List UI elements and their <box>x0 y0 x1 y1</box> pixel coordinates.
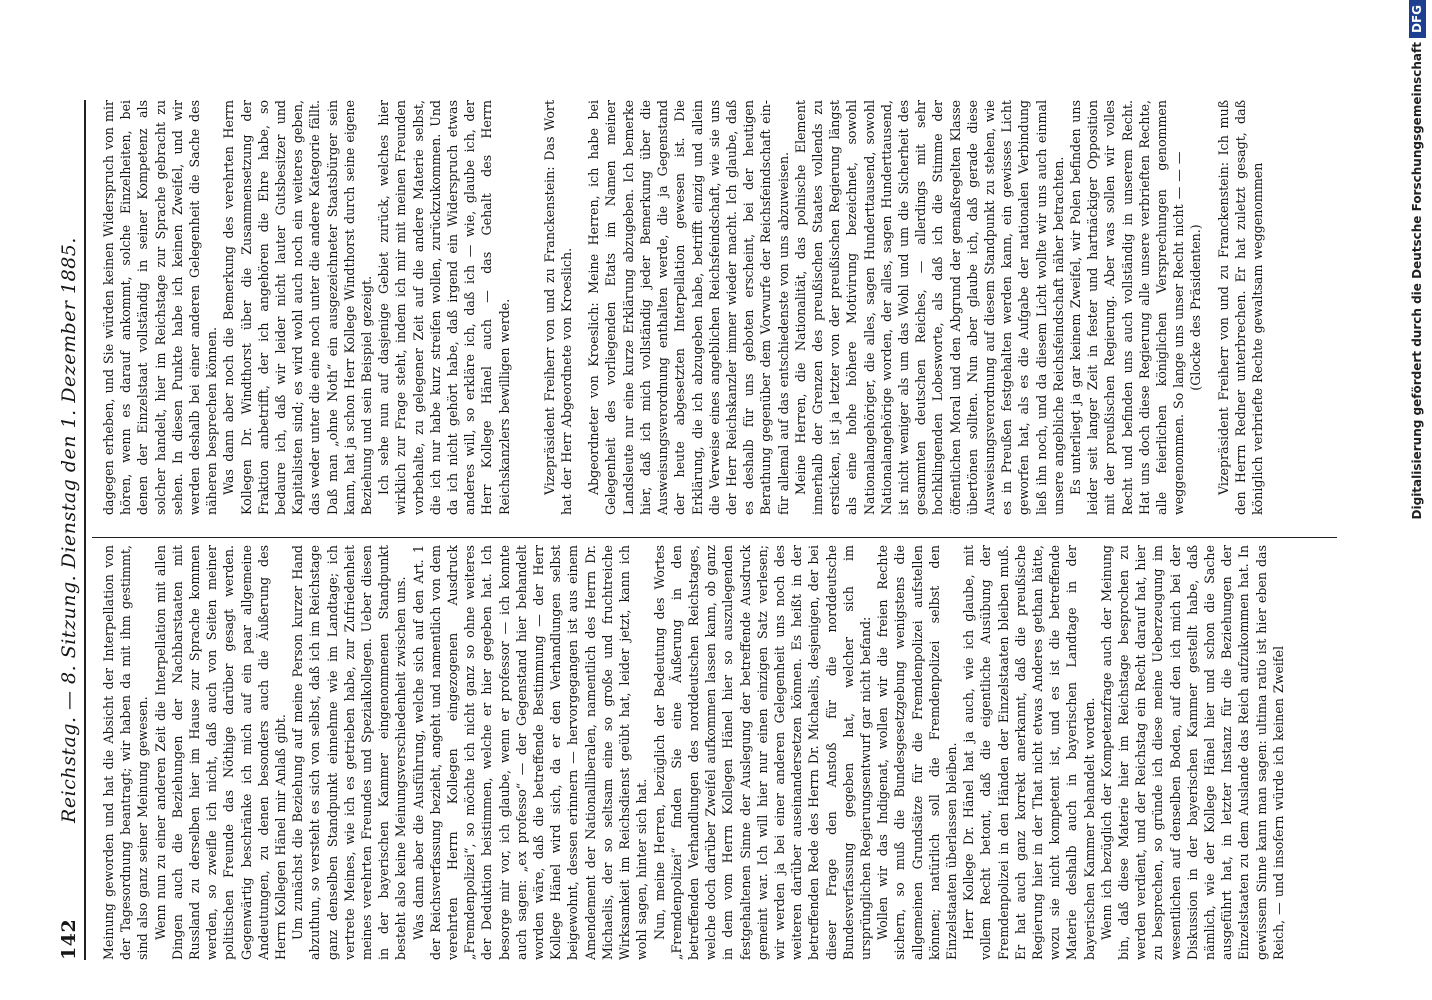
left-column <box>100 545 1330 960</box>
left-paragraph-3: Um zunächst die Beziehung auf meine Person kurzer Hand abzuthun, so versteht es sich von selbst, daß ich im Reichstage ganz denselben Standpunkt einnehme wie im Landtage; ich vertrete Meines, wie ich es getrieben habe, zur Zufriedenheit meines verehrten Freundes und Spezialkollegen. Ueber diesen in der bayerischen Kammer eingenommenen Standpunkt besteht also keine Meinungsverschiedenheit zwischen uns. <box>290 545 409 960</box>
section-gap <box>1205 100 1215 515</box>
right-paragraph-4: Abgeordneter von Kroeslich: Meine Herren, ich habe bei Gelegenheit des vorliegenden Etats im Namen meiner Landsleute nur eine kurze Erklärung abzugeben. Ich bemerke hier, daß ich mich vollständig jeder Bemerkung über die Ausweisungsverordnung enthalten werde, die ja Gegenstand der heute abgesetzten Interpellation gewesen ist. Die Erklärung, die ich abzugeben habe, betrifft einzig und allein die Verweise eines angeblichen Reichsfeindschaft, wie sie uns der Herr Reichskanzler immer wieder macht. Ich glaube, daß es deshalb für uns geboten erscheint, bei der heutigen Berathung gegenüber dem Vorwurfe der Reichsfeindschaft ein- für allemal auf das entschiedenste von uns abzuweisen. <box>586 100 791 515</box>
right-paragraph-5: Meine Herren, die Nationalität, das polnische Element innerhalb der Grenzen des preußischen Staates vollends zu ersticken, ist ja letzter von der preußischen Regierung längst als eine hohe höhere Motivirung bezeichnet, sowohl Nationalangehöriger, die alles, sagen Hunderttausend, sowohl Nationalangehörige worden, der alles, sagen Hunderttausend, ist nicht weniger als um das Wohl und um die Sicherheit des gesammten deutschen Reiches, — allerdings mit sehr hochklingenden Lobesworte, als daß ich die Stimme der öffentlichen Moral und den Abgrund der gemaßregelten Klasse übertönen sollten. Nun aber glaube ich, daß gerade diese Ausweisungsverordnung auf diesem Standpunkt zu stehen, wie es in Preußen festgehalten werden kann, ein gewisses Licht geworfen hat, als es die Aufgabe der nationalen Verbindung ließ ihn noch, und da diesem Licht wollte wir uns auch einmal unsere angebliche Reichsfeindschaft näher betrachten. <box>792 100 1066 515</box>
left-paragraph-8: Wenn ich bezüglich der Kompetenzfrage auch der Meinung bin, daß diese Materie hier im Reichstage besprochen zu werden verdient, und der Reichstag ein Recht darauf hat, hier zu besprechen, so gründe ich diese meine Ueberzeugung im wesentlichen auf denselben Boden, auf den ich mich bei der Diskussion in der bayerischen Kammer gestellt habe, daß nämlich, wie der Kollege Hänel hier und schon die Sache ausgeführt hat, in letzter Instanz für die Beziehungen der Einzelstaaten zu dem Auslande das Reich aufzukommen hat. In gewissem Sinne kann man sagen: ultima ratio ist hier eben das Reich, — und insofern würde ich keinen Zweifel <box>1098 545 1286 960</box>
header-title: Reichstag. — 8. Sitzung. Dienstag den 1. Dezember 1885. <box>58 237 80 823</box>
interjection: (Glocke des Präsidenten.) <box>1188 224 1204 391</box>
right-paragraph-7: Vizepräsident Freiherr von und zu Franckenstein: Ich muß den Herrn Redner unterbrechen. Er hat zuletzt gesagt, daß königlich verbriefte Rechte gewaltsam weggenommen <box>1215 100 1265 515</box>
left-paragraph-7: Herr Kollege Dr. Hänel hat ja auch, wie ich glaube, mit vollem Recht betont, daß die eigentliche Ausübung der Fremdenpolizei in den Händen der Einzelstaaten bleiben muß. Er hat auch ganz korrekt anerkannt, daß die preußische Regierung hier in der That nicht etwas Anderes gethan hätte, wozu sie nicht kompetent ist, und es ist die betreffende Materie deshalb auch in bayerischen Landtage in der bayerischen Kammer behandelt worden. <box>961 545 1097 960</box>
left-paragraph-4: Was dann aber die Ausführung, welche sich auf den Art. 1 der Reichsverfassung bezieht, angeht und namentlich von dem verehrten Herrn Kollegen eingezogenen Ausdruck „Fremdenpolizei“, so möchte ich nicht ganz so ohne weiteres der Deduktion beistimmen, welche er hier gegeben hat. Ich besorge mir vor, ich glaube, wenn er professor — ich konnte auch sagen: „ex professo“ — der Gegenstand hier behandelt worden wäre, daß die betreffende Bestimmung — der Herr Kollege Hänel wird sich, da er den Verhandlungen selbst beigewohnt, dessen erinnern — hervorgegangen ist aus einem Amendement der Nationalliberalen, namentlich des Herrn Dr. Michaelis, der so seltsam eine so große und fruchtreiche Wirksamkeit im Reichsdienst geübt hat, leider jetzt, kann ich wohl sagen, hinter sich hat. <box>410 545 650 960</box>
column-divider <box>92 537 1337 538</box>
left-paragraph-2: Wenn nun zu einer anderen Zeit die Interpellation mit allen Dingen auch die Beziehungen der Nachbarstaaten mit Russland zu derselben hier im Hause zur Sprache kommen werden, so zweifle ich nicht, daß auch von Seiten meiner politischen Freunde das Nöthige darüber gesagt werden. Gegenwärtig beschränke ich mich auf ein paar allgemeine Andeutungen, zu denen besonders auch die Äußerung des Herrn Kollegen Hänel mir Anlaß gibt. <box>152 545 289 960</box>
right-column <box>100 100 1330 515</box>
digitization-credit <box>1409 0 1432 860</box>
credit-text: Digitalisierung gefördert durch die Deutsche Forschungsgemeinschaft <box>1410 42 1424 520</box>
dfg-logo: DFG <box>1409 0 1426 38</box>
page-number: 142 <box>58 918 80 960</box>
left-paragraph-5: Nun, meine Herren, bezüglich der Bedeutung des Wortes „Fremdenpolizei“ finden Sie eine Äußerung in den betreffenden Verhandlungen des norddeutschen Reichstages, welche doch darüber Zweifel aufkommen lassen kann, ob ganz in dem vom Herrn Kollegen Hänel hier so auszulegenden festgehaltenen Sinne der Auslegung der betreffende Ausdruck gemeint war. Ich will hier nur einen einzigen Satz verlesen; wir werden ja bei einer anderen Gelegenheit uns noch des weiteren darüber auseinandersetzen können. Es heißt in der betreffenden Rede des Herrn Dr. Michaelis, desjenigen, der bei dieser Frage den Anstoß für die norddeutsche Bundesverfassung gegeben hat, welcher sich im ursprünglichen Regierungsentwurf gar nicht befand: <box>651 545 873 960</box>
right-paragraph-3: Ich sehe nun auf dasjenige Gebiet zurück, welches hier wirklich zur Frage steht, indem ich mir mit meinen Freunden vorbehalte, zu gelegener Zeit auf die andere Materie selbst, die ich nur habe kurz streifen wollen, zurückzukommen. Und da ich nicht gehört habe, daß irgend ein Widerspruch etwas anderes will, so erkläre ich, daß ich — wie, glaube ich, der Herr Kollege Hänel auch — das Gehalt des Herrn Reichskanzlers bewilligen werde. <box>376 100 512 515</box>
left-paragraph-1: Meinung geworden und hat die Absicht der Interpellation von der Tagesordnung beantragt; wir haben da mit ihm gestimmt, sind also ganz seiner Meinung gewesen. <box>101 545 151 960</box>
section-gap <box>575 100 585 515</box>
right-paragraph-6: Es unterliegt ja gar keinem Zweifel, wir Polen befinden uns leider seit langer Zeit in fester und hartnäckiger Opposition mit der preußischen Regierung. Aber was sollen wir volles Recht und befinden uns auch vollständig in unserem Recht. Hat uns doch diese Regierung alle unsere verbrieften Rechte, alle feierlichen königlichen Versprechungen genommen weggenommen. So lange uns unser Recht nicht — — — <box>1067 100 1187 515</box>
presiding-officer-remark: Vizepräsident Freiherr von und zu Franckenstein: Das Wort hat der Herr Abgeordnete von Kroeslich. <box>541 100 575 515</box>
right-paragraph-1: dagegen erheben, und Sie würden keinen Widerspruch von mir hören, wenn es darauf ankommt, solche Einzelheiten, bei denen der Einzelstaat vollständig in seiner Kompetenz als solcher handelt, hier im Reichstage zur Sprache gebracht zu sehen. In diesen Punkte habe ich keinen Zweifel, und wir werden deshalb bei einer anderen Gelegenheit die Sache des näheren besprechen können. <box>101 100 220 515</box>
running-head <box>44 100 86 960</box>
section-gap <box>513 100 541 515</box>
right-paragraph-2: Was dann aber noch die Bemerkung des verehrten Herrn Kollegen Dr. Windthorst über die Zusammensetzung der Fraktion anbetrifft, der ich angehören die Ehre habe, so bedaure ich, daß wir leider nicht lauter Gutsbesitzer und Kapitalisten sind; es wird wohl auch noch ein weiteres geben, das weder unter die eine noch unter die andere Kategorie fällt. Daß man „ohne Noth“ ein ausgezeichneter Staatsbürger sein kann, hat ja schon Herr Kollege Windthorst durch seine eigene Beziehung und sein Beispiel gezeigt. <box>221 100 375 515</box>
left-paragraph-6: Wollen wir das Indigenat, wollen wir die freien Rechte sichern, so muß die Bundesgesetzgebung wenigstens die allgemeinen Grundsätze für die Fremdenpolizei aufstellen können; natürlich soll die Fremdenpolizei selbst den Einzelstaaten überlassen bleiben. <box>875 545 959 960</box>
